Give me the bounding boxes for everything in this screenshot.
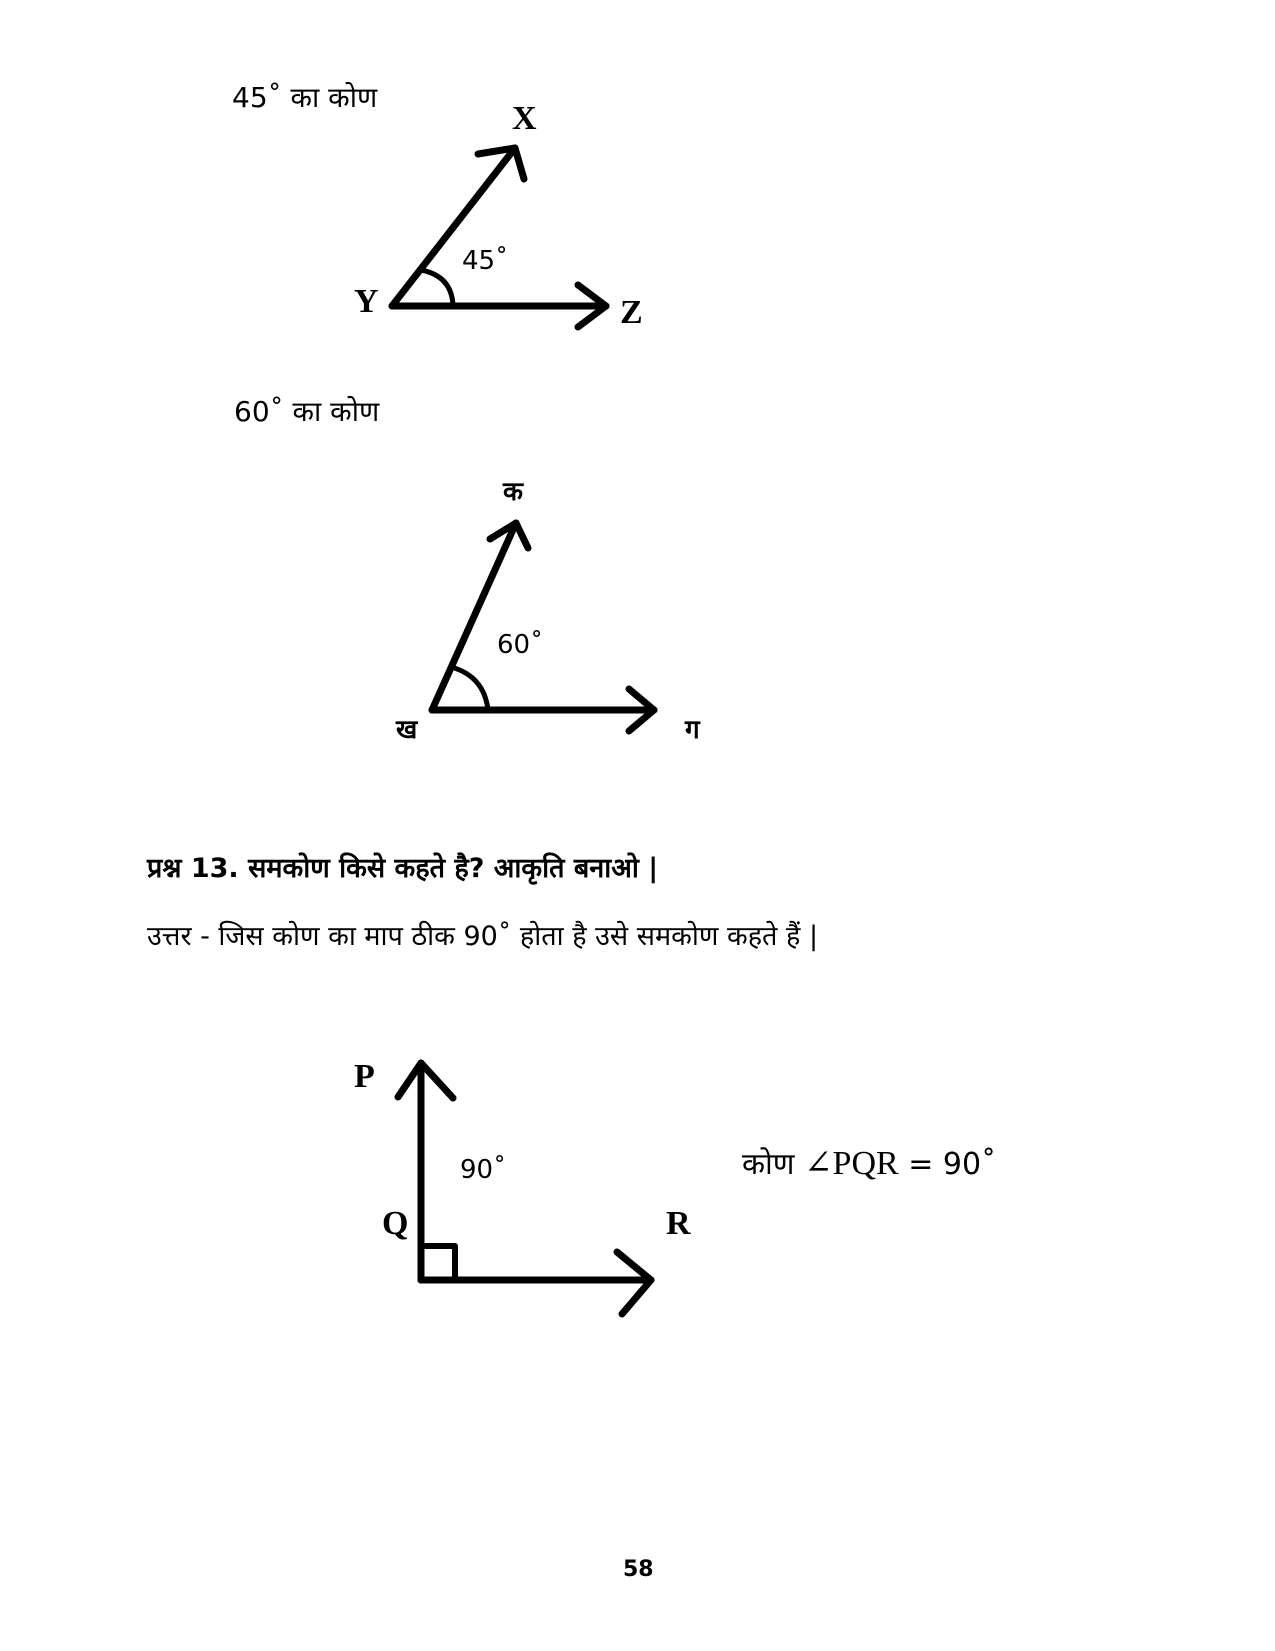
question-13: प्रश्न 13. समकोण किसे कहते है? आकृति बनाओ | [147,853,659,884]
point-label-ga: ग [685,715,700,745]
point-label-x: X [512,100,537,137]
angle-label-90: 90˚ [460,1155,507,1185]
angle-pqr-formula [742,1142,996,1183]
angle-label-60: 60˚ [497,630,544,660]
caption-60-degree-angle: 60˚ का कोण [234,395,380,428]
arrowhead-p [398,1063,453,1098]
point-label-kha: ख [396,715,418,745]
right-angle-mark [421,1246,455,1280]
point-label-r: R [666,1205,691,1242]
answer-13: उत्तर - जिस कोण का माप ठीक 90˚ होता है उसे समकोण कहते हैं | [147,921,819,952]
point-label-z: Z [620,294,643,331]
page-number: 58 [623,1557,654,1582]
point-label-y: Y [354,283,379,320]
point-label-q: Q [382,1205,409,1242]
angle-label-45: 45˚ [462,246,509,276]
point-label-ka: क [503,477,523,507]
point-label-p: P [354,1058,375,1095]
formula-prefix: कोण [742,1147,795,1182]
formula-value: = 90˚ [908,1147,997,1182]
caption-45-degree-angle: 45˚ का कोण [232,81,378,114]
angle-90-arms [398,1063,651,1314]
formula-angle-name: ∠PQR [804,1145,899,1182]
